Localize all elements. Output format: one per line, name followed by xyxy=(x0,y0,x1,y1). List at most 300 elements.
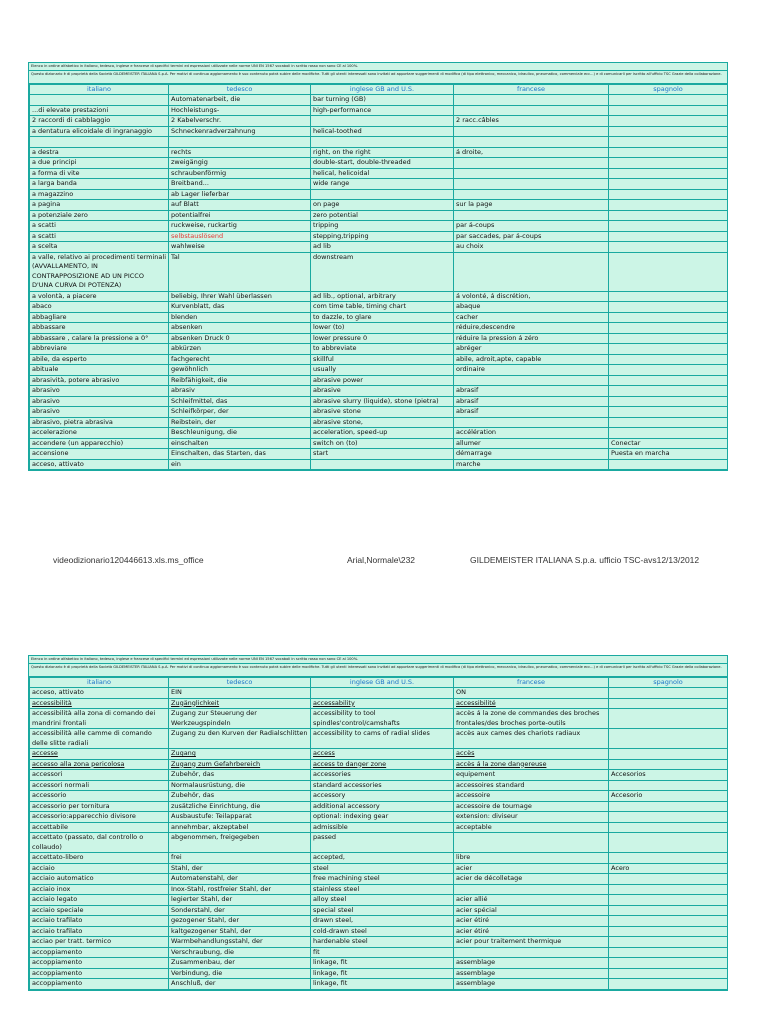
table-row xyxy=(30,729,728,749)
cell-english: accessory xyxy=(311,791,454,802)
table-row xyxy=(30,158,728,169)
cell-french: abrasif xyxy=(454,386,609,397)
cell-italian: accettato-libero xyxy=(30,853,169,864)
cell-english: free machining steel xyxy=(311,874,454,885)
cell-english: hardenable steel xyxy=(311,937,454,948)
cell-italian: accettabile xyxy=(30,822,169,833)
table-row xyxy=(30,116,728,127)
cell-french xyxy=(454,417,609,428)
table-row xyxy=(30,210,728,221)
cell-german: abgenommen, freigegeben xyxy=(169,833,311,853)
cell-french: accessibilité xyxy=(454,698,609,709)
notice-line-1: Elenco in ordine alfabetico in italiano, tedesco, inglese e francese di specifici termini ed espressioni utilizzate nelle norme UNI EN 1567 vocaboli in scritto rosso non sono CE al 100%. xyxy=(29,656,727,664)
cell-german: Beschleunigung, die xyxy=(169,428,311,439)
cell-italian: a larga banda xyxy=(30,179,169,190)
cell-spanish xyxy=(609,833,728,853)
header-english: inglese GB and U.S. xyxy=(311,678,454,688)
cell-italian: 2 raccordi di cabblaggio xyxy=(30,116,169,127)
cell-german: Verbindung, die xyxy=(169,968,311,979)
cell-spanish xyxy=(609,698,728,709)
cell-english: to dazzle, to glare xyxy=(311,312,454,323)
cell-english: accessibility to cams of radial slides xyxy=(311,729,454,749)
table-row xyxy=(30,407,728,418)
table-row xyxy=(30,926,728,937)
cell-english: on page xyxy=(311,200,454,211)
cell-french: ordinaire xyxy=(454,365,609,376)
cell-french: acier allié xyxy=(454,895,609,906)
cell-italian: a valle, relativo ai procedimenti terminali (AVVALLAMENTO, IN CONTRAPPOSIZIONE AD UN PICCO D'UNA CURVA DI POTENZA) xyxy=(30,252,169,291)
cell-italian: acciaio legato xyxy=(30,895,169,906)
cell-french: réduire la pression á zéro xyxy=(454,333,609,344)
cell-german: Schleifmittel, das xyxy=(169,396,311,407)
cell-german: rechts xyxy=(169,147,311,158)
cell-french: abile, adroit,apte, capable xyxy=(454,354,609,365)
cell-french: assemblage xyxy=(454,979,609,990)
cell-spanish xyxy=(609,874,728,885)
table-row xyxy=(30,459,728,470)
dictionary-table-2 xyxy=(29,677,728,990)
cell-french: accessoire de tournage xyxy=(454,801,609,812)
cell-spanish xyxy=(609,168,728,179)
cell-french: acier spécial xyxy=(454,905,609,916)
cell-spanish xyxy=(609,126,728,137)
cell-french: abrasif xyxy=(454,396,609,407)
table-row xyxy=(30,168,728,179)
cell-french: par á-coups xyxy=(454,221,609,232)
cell-french xyxy=(454,210,609,221)
cell-spanish xyxy=(609,200,728,211)
cell-english: usually xyxy=(311,365,454,376)
table-row xyxy=(30,979,728,990)
cell-spanish xyxy=(609,979,728,990)
table-row xyxy=(30,812,728,823)
cell-italian: abbassare , calare la pressione a 0° xyxy=(30,333,169,344)
header-english: inglese GB and U.S. xyxy=(311,85,454,95)
cell-german: Breitband... xyxy=(169,179,311,190)
cell-english: linkage, fit xyxy=(311,958,454,969)
cell-french: acier xyxy=(454,863,609,874)
cell-italian: a dentatura elicoidale di ingranaggio xyxy=(30,126,169,137)
cell-french xyxy=(454,375,609,386)
cell-spanish xyxy=(609,937,728,948)
cell-italian: ...di elevate prestazioni xyxy=(30,105,169,116)
cell-english: downstream xyxy=(311,252,454,291)
table-row xyxy=(30,884,728,895)
cell-german: absenken xyxy=(169,323,311,334)
cell-german: Schneckenradverzahnung xyxy=(169,126,311,137)
cell-german: selbstauslösend xyxy=(169,231,311,242)
cell-italian: acciaio speciale xyxy=(30,905,169,916)
table-row xyxy=(30,759,728,770)
cell-english: passed xyxy=(311,833,454,853)
cell-italian: a due principi xyxy=(30,158,169,169)
cell-italian: a destra xyxy=(30,147,169,158)
cell-german: Automatenarbeit, die xyxy=(169,95,311,106)
cell-italian: abrasivo, pietra abrasiva xyxy=(30,417,169,428)
cell-english: admissible xyxy=(311,822,454,833)
cell-spanish xyxy=(609,302,728,313)
cell-italian: accessori xyxy=(30,770,169,781)
cell-italian: accoppiamento xyxy=(30,979,169,990)
cell-english: zero potential xyxy=(311,210,454,221)
table-row xyxy=(30,231,728,242)
table-row xyxy=(30,365,728,376)
cell-english: helical-toothed xyxy=(311,126,454,137)
cell-english: abrasive stone xyxy=(311,407,454,418)
cell-german xyxy=(169,137,311,148)
cell-spanish xyxy=(609,459,728,470)
cell-italian: a forma di vite xyxy=(30,168,169,179)
cell-italian: accesse xyxy=(30,749,169,760)
cell-spanish xyxy=(609,709,728,729)
cell-german: 2 Kabelverschr. xyxy=(169,116,311,127)
cell-italian: acciaio trafilato xyxy=(30,926,169,937)
cell-french: au choix xyxy=(454,242,609,253)
cell-italian: acciaio inox xyxy=(30,884,169,895)
cell-french: equipement xyxy=(454,770,609,781)
cell-english: access xyxy=(311,749,454,760)
cell-spanish xyxy=(609,812,728,823)
cell-spanish xyxy=(609,221,728,232)
cell-french: libre xyxy=(454,853,609,864)
table-row xyxy=(30,780,728,791)
header-spanish: spagnolo xyxy=(609,85,728,95)
cell-english: drawn steel, xyxy=(311,916,454,927)
table-row xyxy=(30,801,728,812)
cell-english: standard accessories xyxy=(311,780,454,791)
cell-german: blenden xyxy=(169,312,311,323)
cell-italian: accessibilità alle camme di comando delle slitte radiali xyxy=(30,729,169,749)
table-row xyxy=(30,968,728,979)
cell-english: high-performance xyxy=(311,105,454,116)
cell-spanish xyxy=(609,344,728,355)
cell-spanish xyxy=(609,252,728,291)
cell-german: schraubenförmig xyxy=(169,168,311,179)
table-row xyxy=(30,200,728,211)
cell-english: accessories xyxy=(311,770,454,781)
cell-italian: accessorio:apparecchio divisore xyxy=(30,812,169,823)
cell-french: acier étiré xyxy=(454,916,609,927)
cell-english: alloy steel xyxy=(311,895,454,906)
cell-english: linkage, fit xyxy=(311,979,454,990)
cell-spanish xyxy=(609,333,728,344)
table-row xyxy=(30,396,728,407)
cell-french: cacher xyxy=(454,312,609,323)
cell-italian: acciao per tratt. termico xyxy=(30,937,169,948)
cell-french: extension: diviseur xyxy=(454,812,609,823)
cell-english: steel xyxy=(311,863,454,874)
cell-german: Schleifkörper, der xyxy=(169,407,311,418)
cell-italian: accessibilità alla zona di comando dei mandrini frontali xyxy=(30,709,169,729)
footer-font: Arial,Normale\232 xyxy=(347,555,416,565)
spreadsheet-page-2 xyxy=(28,655,728,991)
cell-english: cold-drawn steel xyxy=(311,926,454,937)
dictionary-table-1 xyxy=(29,84,728,470)
cell-english: access to danger zone xyxy=(311,759,454,770)
cell-english: optional: indexing gear xyxy=(311,812,454,823)
cell-spanish xyxy=(609,729,728,749)
cell-italian: acciaio trafilato xyxy=(30,916,169,927)
cell-spanish xyxy=(609,947,728,958)
cell-english: accessability xyxy=(311,698,454,709)
cell-italian: abbassare xyxy=(30,323,169,334)
cell-french: allumer xyxy=(454,438,609,449)
cell-spanish xyxy=(609,407,728,418)
cell-german: Automatenstahl, der xyxy=(169,874,311,885)
cell-german: Tal xyxy=(169,252,311,291)
cell-italian: abituale xyxy=(30,365,169,376)
cell-german: Sonderstahl, der xyxy=(169,905,311,916)
table-row xyxy=(30,189,728,200)
table-row xyxy=(30,354,728,365)
cell-italian: accoppiamento xyxy=(30,968,169,979)
cell-german: Anschluß, der xyxy=(169,979,311,990)
cell-italian: a volontà, a piacere xyxy=(30,291,169,302)
table-row xyxy=(30,937,728,948)
cell-english: double-start, double-threaded xyxy=(311,158,454,169)
cell-german: Hochleistungs- xyxy=(169,105,311,116)
cell-spanish xyxy=(609,801,728,812)
cell-english: lower pressure 0 xyxy=(311,333,454,344)
page-footer xyxy=(0,555,768,567)
cell-english: ad lib., optional, arbitrary xyxy=(311,291,454,302)
table-row xyxy=(30,126,728,137)
table-row xyxy=(30,709,728,729)
cell-english: bar turning (GB) xyxy=(311,95,454,106)
cell-italian: acciaio automatico xyxy=(30,874,169,885)
cell-spanish xyxy=(609,749,728,760)
cell-french xyxy=(454,833,609,853)
table-row xyxy=(30,770,728,781)
table-row xyxy=(30,863,728,874)
table-row xyxy=(30,874,728,885)
cell-german: Kurvenblatt, das xyxy=(169,302,311,313)
cell-spanish xyxy=(609,958,728,969)
cell-italian: accessori normali xyxy=(30,780,169,791)
cell-german: abkürzen xyxy=(169,344,311,355)
cell-spanish: Accesorio xyxy=(609,791,728,802)
cell-english: switch on (to) xyxy=(311,438,454,449)
cell-italian: accensione xyxy=(30,449,169,460)
header-italian: italiano xyxy=(30,678,169,688)
table-row xyxy=(30,147,728,158)
cell-italian: accessorio xyxy=(30,791,169,802)
cell-french xyxy=(454,105,609,116)
cell-spanish xyxy=(609,189,728,200)
cell-german: absenken Druck 0 xyxy=(169,333,311,344)
cell-spanish xyxy=(609,323,728,334)
cell-german: kaltgezogener Stahl, der xyxy=(169,926,311,937)
table-row xyxy=(30,312,728,323)
cell-german: Zugang xyxy=(169,749,311,760)
cell-german: gewöhnlich xyxy=(169,365,311,376)
cell-spanish xyxy=(609,926,728,937)
cell-english: right, on the right xyxy=(311,147,454,158)
cell-german: Zusammenbau, der xyxy=(169,958,311,969)
cell-french: acier pour traitement thermique xyxy=(454,937,609,948)
cell-german: Zubehör, das xyxy=(169,791,311,802)
cell-french: accélération xyxy=(454,428,609,439)
notice-line-1: Elenco in ordine alfabetico in italiano, tedesco, inglese e francese di specifici termini ed espressioni utilizzate nelle norme UNI EN 1567 vocaboli in scritto rosso non sono CE al 100%. xyxy=(29,63,727,71)
cell-italian: accessibilità xyxy=(30,698,169,709)
cell-english xyxy=(311,137,454,148)
cell-english: abrasive slurry (liquide), stone (pietra) xyxy=(311,396,454,407)
cell-german: Verschraubung, die xyxy=(169,947,311,958)
cell-italian xyxy=(30,137,169,148)
cell-italian: a potenziale zero xyxy=(30,210,169,221)
cell-spanish xyxy=(609,354,728,365)
cell-french xyxy=(454,158,609,169)
cell-french: abaque xyxy=(454,302,609,313)
cell-english: additional accessory xyxy=(311,801,454,812)
table-row xyxy=(30,302,728,313)
cell-spanish xyxy=(609,853,728,864)
cell-italian: abaco xyxy=(30,302,169,313)
table-row xyxy=(30,375,728,386)
cell-french: accès á la zone dangereuse xyxy=(454,759,609,770)
cell-german: zweigängig xyxy=(169,158,311,169)
cell-italian: accesso alla zona pericolosa xyxy=(30,759,169,770)
cell-german: Normalausrüstung, die xyxy=(169,780,311,791)
cell-german: Zugänglichkeit xyxy=(169,698,311,709)
table-row xyxy=(30,221,728,232)
cell-italian: accendere (un apparecchio) xyxy=(30,438,169,449)
cell-german: Zubehör, das xyxy=(169,770,311,781)
table-row xyxy=(30,179,728,190)
cell-spanish xyxy=(609,759,728,770)
cell-spanish xyxy=(609,158,728,169)
cell-french: á droite, xyxy=(454,147,609,158)
header-french: francese xyxy=(454,85,609,95)
cell-german: ein xyxy=(169,459,311,470)
cell-german: Reibstein, der xyxy=(169,417,311,428)
cell-english: acceleration, speed-up xyxy=(311,428,454,439)
header-german: tedesco xyxy=(169,678,311,688)
table-row xyxy=(30,95,728,106)
cell-german: legierter Stahl, der xyxy=(169,895,311,906)
cell-english: linkage, fit xyxy=(311,968,454,979)
cell-french: accès aux cames des chariots radiaux xyxy=(454,729,609,749)
cell-german: Zugang zum Gefahrbereich xyxy=(169,759,311,770)
cell-spanish xyxy=(609,688,728,699)
table-row xyxy=(30,105,728,116)
cell-english: abrasive xyxy=(311,386,454,397)
cell-spanish xyxy=(609,968,728,979)
cell-spanish xyxy=(609,179,728,190)
cell-spanish: Puesta en marcha xyxy=(609,449,728,460)
table-row xyxy=(30,252,728,291)
cell-spanish: Conectar xyxy=(609,438,728,449)
cell-german: auf Blatt xyxy=(169,200,311,211)
cell-italian: abrasivo xyxy=(30,386,169,397)
table-row xyxy=(30,386,728,397)
cell-spanish xyxy=(609,116,728,127)
footer-company: GILDEMEISTER ITALIANA S.p.a. ufficio TSC-avs12/13/2012 xyxy=(470,555,700,565)
table-row xyxy=(30,438,728,449)
cell-english: com time table, timing chart xyxy=(311,302,454,313)
cell-german: Inox-Stahl, rostfreier Stahl, der xyxy=(169,884,311,895)
cell-english xyxy=(311,189,454,200)
header-spanish: spagnolo xyxy=(609,678,728,688)
cell-german: wahlweise xyxy=(169,242,311,253)
cell-german: Stahl, der xyxy=(169,863,311,874)
cell-german: Reibfähigkeit, die xyxy=(169,375,311,386)
cell-spanish xyxy=(609,147,728,158)
table-row xyxy=(30,323,728,334)
cell-spanish xyxy=(609,365,728,376)
cell-italian: accessorio per tornitura xyxy=(30,801,169,812)
cell-french: réduire,descendre xyxy=(454,323,609,334)
cell-french: par saccades, par á-coups xyxy=(454,231,609,242)
cell-german: ab Lager lieferbar xyxy=(169,189,311,200)
cell-french: acier étiré xyxy=(454,926,609,937)
cell-spanish xyxy=(609,895,728,906)
cell-spanish xyxy=(609,916,728,927)
cell-italian: abrasivo xyxy=(30,396,169,407)
cell-german: annehmbar, akzeptabel xyxy=(169,822,311,833)
table-row xyxy=(30,417,728,428)
table-row xyxy=(30,291,728,302)
cell-italian: abrasivo xyxy=(30,407,169,418)
cell-english: abrasive power xyxy=(311,375,454,386)
cell-french: acceptable xyxy=(454,822,609,833)
cell-french: acier de décolletage xyxy=(454,874,609,885)
cell-german: beliebig, Ihrer Wahl überlassen xyxy=(169,291,311,302)
cell-english: skillful xyxy=(311,354,454,365)
cell-french: accès á la zone de commandes des broches frontales/des broches porte-outils xyxy=(454,709,609,729)
cell-spanish xyxy=(609,428,728,439)
cell-french xyxy=(454,179,609,190)
cell-french: assemblage xyxy=(454,968,609,979)
cell-german: Einschalten, das Starten, das xyxy=(169,449,311,460)
cell-spanish xyxy=(609,210,728,221)
cell-french xyxy=(454,884,609,895)
cell-french: á volonté, á discrétion, xyxy=(454,291,609,302)
header-german: tedesco xyxy=(169,85,311,95)
cell-spanish xyxy=(609,780,728,791)
cell-german: EIN xyxy=(169,688,311,699)
cell-german: Zugang zu den Kurven der Radialschlitten xyxy=(169,729,311,749)
cell-english: start xyxy=(311,449,454,460)
cell-italian: accoppiamento xyxy=(30,958,169,969)
table-row xyxy=(30,833,728,853)
cell-french: 2 racc.câbles xyxy=(454,116,609,127)
cell-spanish xyxy=(609,822,728,833)
cell-german: Zugang zur Steuerung der Werkzeugspindeln xyxy=(169,709,311,729)
table-row xyxy=(30,895,728,906)
table-row xyxy=(30,916,728,927)
table-row xyxy=(30,947,728,958)
cell-italian: accettato (passato, dal controllo o collaudo) xyxy=(30,833,169,853)
notice-line-2: Questo dizionario è di proprietà della Società GILDEMEISTER ITALIANA S.p.A. Per motivi di continuo aggiornamento è suo contenuto potrà subire delle modifiche. Tutti gli utenti interessati sono invitati ad apportare suggerimenti di modifica (di tipo elettronico, meccanico, idraulico, pneumatico, commerciale ecc...) e di comunicarli per iscritto all'ufficio TSC Grazie della collaborazione. xyxy=(29,664,727,677)
cell-italian: abbreviare xyxy=(30,344,169,355)
notice-line-2: Questo dizionario è di proprietà della Società GILDEMEISTER ITALIANA S.p.A. Per motivi di continuo aggiornamento è suo contenuto potrà subire delle modifiche. Tutti gli utenti interessati sono invitati ad apportare suggerimenti di modifica (di tipo elettronico, meccanico, idraulico, pneumatico, commerciale ecc...) e di comunicarli per iscritto all'ufficio TSC Grazie della collaborazione. xyxy=(29,71,727,84)
table-row xyxy=(30,905,728,916)
cell-english: helical, helicoidal xyxy=(311,168,454,179)
cell-french: accessoire xyxy=(454,791,609,802)
cell-french: marche xyxy=(454,459,609,470)
cell-italian: a scelta xyxy=(30,242,169,253)
cell-spanish xyxy=(609,105,728,116)
cell-french: assemblage xyxy=(454,958,609,969)
table-row xyxy=(30,449,728,460)
cell-english xyxy=(311,688,454,699)
cell-spanish xyxy=(609,417,728,428)
cell-english: stepping,tripping xyxy=(311,231,454,242)
cell-english: ad lib xyxy=(311,242,454,253)
cell-english: wide range xyxy=(311,179,454,190)
table-row xyxy=(30,137,728,148)
